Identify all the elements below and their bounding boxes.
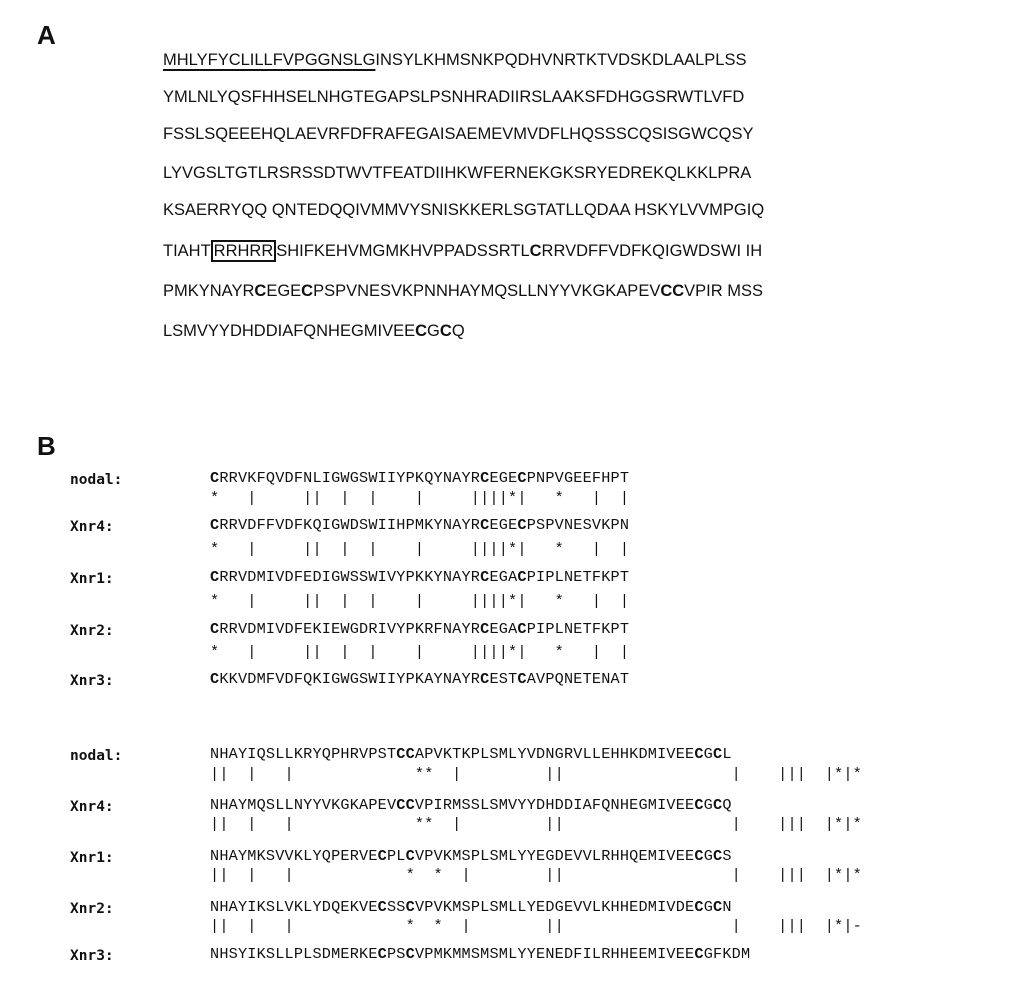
panel-a-letter: A: [37, 20, 56, 50]
species-label: nodal:: [70, 748, 123, 764]
aligned-sequence: CRRVKFQVDFNLIGWGSWIIYPKQYNAYRCEGECPNPVGEEFHPT: [210, 469, 630, 487]
conservation-marks: || | | * * | || | ||| |*|*: [210, 866, 862, 884]
species-label: Xnr4:: [70, 519, 114, 535]
species-label: Xnr1:: [70, 850, 114, 866]
species-label: Xnr3:: [70, 673, 114, 689]
seq-line-7: PMKYNAYRCEGECPSPVNESVKPNNHAYMQSLLNYYVKGKAPEVCCVPIR MSS: [163, 282, 764, 300]
conservation-marks: * | || | | | ||||*| * | |: [210, 592, 630, 610]
aligned-sequence: CRRVDFFVDFKQIGWDSWIIHPMKYNAYRCEGECPSPVNESVKPN: [210, 516, 630, 534]
conservation-marks: * | || | | | ||||*| * | |: [210, 643, 630, 661]
species-label: Xnr2:: [70, 623, 114, 639]
species-label: nodal:: [70, 472, 123, 488]
seq-line-5: KSAERRYQQ QNTEDQQIVMMVYSNISKKERLSGTATLLQDAA HSKYLVVMPGIQ: [163, 201, 765, 219]
seq-line-1: MHLYFYCLILLFVPGGNSLGINSYLKHMSNKPQDHVNRTKTVDSKDLAALPLSS: [163, 51, 747, 69]
aligned-sequence: NHAYIQSLLKRYQPHRVPSTCCAPVKTKPLSMLYVDNGRVLLEHHKDMIVEECGCL: [210, 745, 732, 763]
species-label: Xnr3:: [70, 948, 114, 964]
seq-line-8: LSMVYYDHDDIAFQNHEGMIVEECGCQ: [163, 322, 465, 340]
signal-peptide: MHLYFYCLILLFVPGGNSLG: [163, 51, 376, 69]
seq-line-4: LYVGSLTGTLRSRSSDTWVTFEATDIIHKWFERNEKGKSRYEDREKQLKKLPRA: [163, 164, 752, 182]
seq-line-2: YMLNLYQSFHHSELNHGTEGAPSLPSNHRADIIRSLAAKSFDHGGSRWTLVFD: [163, 88, 745, 106]
aligned-sequence: CKKVDMFVDFQKIGWGSWIIYPKAYNAYRCESTCAVPQNETENAT: [210, 670, 630, 688]
panel-b-letter: B: [37, 431, 56, 461]
conservation-marks: * | || | | | ||||*| * | |: [210, 489, 630, 507]
aligned-sequence: NHAYMQSLLNYYVKGKAPEVCCVPIRMSSLSMVYYDHDDIAFQNHEGMIVEECGCQ: [210, 796, 732, 814]
conservation-marks: || | | ** | || | ||| |*|*: [210, 815, 862, 833]
aligned-sequence: CRRVDMIVDFEDIGWSSWIVYPKKYNAYRCEGACPIPLNETFKPT: [210, 568, 630, 586]
cleavage-site-box: RRHRR: [211, 240, 277, 262]
aligned-sequence: NHAYIKSLVKLYDQEKVECSSCVPVKMSPLSMLLYEDGEVVLKHHEDMIVDECGCN: [210, 898, 732, 916]
seq-line-3: FSSLSQEEEHQLAEVRFDFRAFEGAISAEMEVMVDFLHQSSSCQSISGWCQSY: [163, 125, 754, 143]
seq-line-6: TIAHT RRHRR SHIFKEHVMGMKHVPPADSSRTLCRRVDFFVDFKQIGWDSWI IH: [163, 242, 763, 260]
conservation-marks: || | | ** | || | ||| |*|*: [210, 765, 862, 783]
aligned-sequence: NHSYIKSLLPLSDMERKECPSCVPMKMMSMSMLYYENEDFILRHHEEMIVEECGFKDM: [210, 945, 751, 963]
conservation-marks: * | || | | | ||||*| * | |: [210, 540, 630, 558]
species-label: Xnr4:: [70, 799, 114, 815]
species-label: Xnr1:: [70, 571, 114, 587]
aligned-sequence: CRRVDMIVDFEKIEWGDRIVYPKRFNAYRCEGACPIPLNETFKPT: [210, 620, 630, 638]
conservation-marks: || | | * * | || | ||| |*|-: [210, 917, 862, 935]
species-label: Xnr2:: [70, 901, 114, 917]
aligned-sequence: NHAYMKSVVKLYQPERVECPLCVPVKMSPLSMLYYEGDEVVLRHHQEMIVEECGCS: [210, 847, 732, 865]
